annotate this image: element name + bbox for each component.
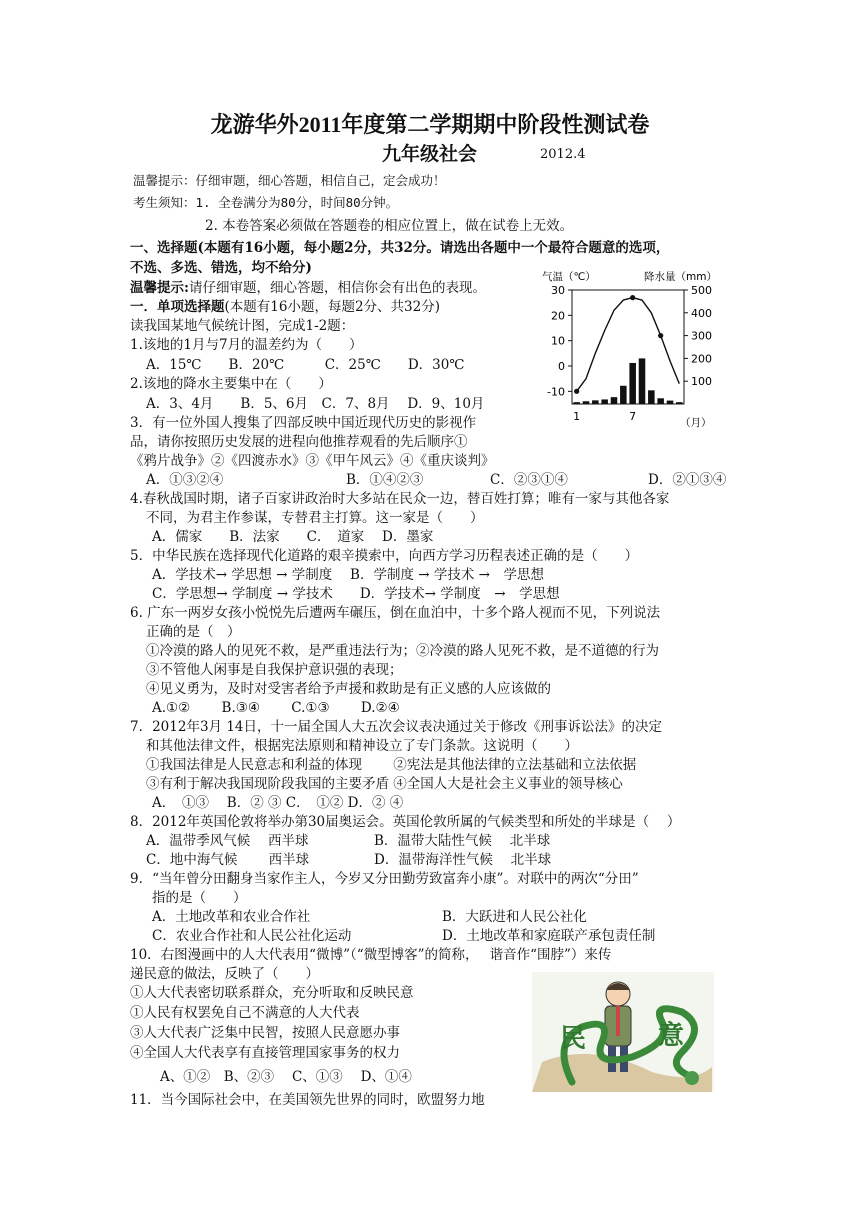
q3-stem: 3．有一位外国人搜集了四部反映中国近现代历史的影视作 [130, 415, 477, 431]
q3-option-a: A．①③②④ [146, 472, 224, 488]
tip-label: 温馨提示: [130, 280, 189, 296]
q3-option-c: C．②③①④ [490, 472, 568, 488]
q10-statement: ④全国人大代表享有直接管理国家事务的权力 [130, 1045, 400, 1061]
cartoon-sign-2: 意 [658, 1021, 685, 1051]
exam-subtitle: 九年级社会 [382, 143, 478, 165]
precip-bar [648, 390, 655, 404]
sub-note: (本题有16小题，每题2分、共32分) [224, 299, 440, 315]
cartoon-sign-1: 民 [560, 1024, 587, 1054]
precip-bar [573, 402, 580, 404]
q9-stem: 指的是（ ） [152, 890, 247, 906]
precip-bar [639, 358, 646, 404]
q3-stem: 品，请你按照历史发展的进程向他推荐观看的先后顺序① [130, 434, 468, 450]
exam-title: 龙游华外2011年度第二学期期中阶段性测试卷 [210, 112, 650, 137]
q10-stem: 10．右图漫画中的人大代表用“微博”（“微型博客”的简称， 谐音作“围脖”）来传 [130, 947, 612, 963]
section-heading-cont: 不选、多选、错选，均不给分) [130, 260, 312, 276]
q5-stem: 5．中华民族在选择现代化道路的艰辛摸索中，向西方学习历程表述正确的是（ ） [130, 548, 639, 564]
q11-stem: 11．当今国际社会中，在美国领先世界的同时，欧盟努力地 [130, 1092, 485, 1108]
precip-bar [620, 386, 627, 404]
tip-text: 请仔细审题，细心答题，相信你会有出色的表现。 [188, 280, 486, 296]
q8-option-c: C．地中海气候 西半球 [146, 852, 310, 868]
q3-stem: 《鸦片战争》②《四渡赤水》③《甲午风云》④《重庆谈判》 [130, 453, 495, 469]
q8-stem: 8．2012年英国伦敦将举办第30届奥运会。英国伦敦所属的气候类型和所处的半球是（ ） [130, 814, 681, 830]
q6-statement: ①冷漠的路人的见死不救，是严重违法行为；②冷漠的路人见死不救，是不道德的行为 [146, 643, 659, 659]
chart-left-tick-label: 0 [558, 360, 565, 373]
tip-line: 温馨提示：仔细审题，细心答题，相信自己，定会成功！ [133, 173, 446, 188]
sub-heading-row [130, 298, 440, 316]
precip-bar [592, 400, 599, 404]
precip-bar [676, 402, 683, 404]
temperature-point [574, 389, 579, 394]
q6-options: A.①② B.③④ C.①③ D.②④ [152, 700, 400, 716]
q4-stem: 不同，为君主作参谋，专替君主打算。这一家是（ ） [146, 510, 484, 526]
cartoon-tie [616, 1006, 620, 1036]
precip-bar [667, 401, 674, 404]
q6-statement: ③不管他人闲事是自我保护意识强的表现； [146, 662, 403, 678]
q5-options: A．学技术→ 学思想 → 学制度 B．学制度 → 学技术 → 学思想 [152, 567, 544, 583]
q4-options: A．儒家 B．法家 C． 道家 D．墨家 [152, 529, 434, 545]
q10-statement: ①人大代表密切联系群众，充分听取和反映民意 [130, 985, 414, 1001]
q9-option-a: A．土地改革和农业合作社 [152, 909, 311, 925]
q9-option-c: C．农业合作社和人民公社化运动 [152, 928, 352, 944]
q3-option-b: B．①④②③ [346, 472, 424, 488]
chart-left-tick-label: 10 [551, 334, 565, 348]
precip-bar [583, 401, 590, 404]
climate-chart [540, 268, 720, 436]
chart-right-tick-label: 300 [691, 329, 712, 343]
q7-statement: ③有利于解决我国现阶段我国的主要矛盾 ④全国人大是社会主义事业的领导核心 [146, 776, 623, 792]
chart-x-unit: （月） [680, 417, 712, 429]
temperature-point [658, 333, 663, 338]
chart-right-tick-label: 500 [691, 284, 712, 297]
precip-bar [657, 398, 664, 404]
q2-stem: 2.该地的降水主要集中在（ ） [130, 376, 332, 392]
chart-left-tick-label: 30 [551, 284, 565, 297]
q3-option-d: D．②①③④ [648, 472, 727, 488]
chart-left-tick-label: 20 [551, 309, 565, 323]
chart-intro: 读我国某地气候统计图，完成1-2题： [130, 318, 355, 334]
q7-statement: ①我国法律是人民意志和利益的体现 ②宪法是其他法律的立法基础和立法依据 [146, 757, 637, 773]
rule-line-2: 2. 本卷答案必须做在答题卷的相应位置上，做在试卷上无效。 [205, 218, 574, 234]
precip-bar [611, 397, 618, 404]
chart-frame [572, 290, 684, 404]
q7-stem: 和其他法律文件，根据宪法原则和精神设立了专门条款。这说明（ ） [146, 738, 578, 754]
q8-option-d: D．温带海洋性气候 北半球 [374, 852, 552, 868]
q10-options: A、①② B、②③ C、①③ D、①④ [160, 1069, 412, 1085]
q8-option-a: A．温带季风气候 西半球 [146, 833, 309, 849]
chart-left-axis-title: 气温（℃） [542, 271, 596, 283]
q2-options: A．3、4月 B．5、6月 C．7、8月 D．9、10月 [146, 396, 485, 412]
q1-options: A．15℃ B．20℃ C．25℃ D．30℃ [146, 357, 465, 373]
q10-stem: 递民意的做法，反映了（ ） [130, 966, 319, 982]
chart-right-axis-title: 降水量（mm） [644, 271, 717, 283]
q6-stem: 6. 广东一两岁女孩小悦悦先后遭两车碾压，倒在血泊中，十多个路人视而不见，下列说法 [130, 605, 661, 621]
temperature-line [577, 298, 680, 392]
section-heading: 一、选择题(本题有16小题，每小题2分，共32分。请选出各题中一个最符合题意的选项， [130, 240, 670, 256]
q1-stem: 1.该地的1月与7月的温差约为（ ） [130, 337, 363, 353]
q9-option-d: D．土地改革和家庭联产承包责任制 [442, 928, 656, 944]
precip-bar [629, 363, 636, 404]
q8-option-b: B．温带大陆性气候 北半球 [374, 833, 551, 849]
chart-right-tick-label: 400 [691, 306, 712, 320]
q6-statement: ④见义勇为，及时对受害者给予声援和救助是有正义感的人应该做的 [146, 681, 551, 697]
q9-option-b: B．大跃进和人民公社化 [442, 909, 587, 925]
q10-statement: ①人民有权罢免自己不满意的人大代表 [130, 1005, 360, 1021]
cartoon-yarn-ball [685, 1071, 699, 1085]
chart-left-tick-label: -10 [547, 385, 565, 399]
q4-stem: 4.春秋战国时期，诸子百家讲政治时大多站在民众一边，替百姓打算；唯有一家与其他各家 [130, 491, 670, 507]
chart-plot-area [547, 284, 712, 423]
sub-heading: 一．单项选择题 [130, 299, 225, 315]
q7-stem: 7．2012年3月 14日，十一届全国人大五次会议表决通过关于修改《刑事诉讼法》的决定 [130, 719, 663, 735]
q5-options: C．学思想→ 学制度 → 学技术 D．学技术→ 学制度 → 学思想 [152, 586, 560, 602]
temperature-point [630, 295, 635, 300]
chart-x-tick-label: 1 [573, 410, 581, 423]
precip-bar [601, 399, 608, 404]
q9-stem: 9．“当年曾分田翻身当家作主人，今岁又分田勤劳致富奔小康”。对联中的两次“分田” [130, 871, 639, 887]
q7-options: A． ①③ B．② ③ C． ①② D．② ④ [152, 795, 404, 811]
chart-x-tick-label: 7 [629, 410, 637, 423]
q6-stem: 正确的是（ ） [146, 624, 241, 640]
cartoon-image [532, 972, 714, 1092]
exam-date: 2012.4 [540, 147, 586, 162]
chart-right-tick-label: 200 [691, 352, 712, 366]
tip-row [130, 279, 486, 297]
rule-line-1: 考生须知：1. 全卷满分为80分，时间80分钟。 [133, 195, 399, 210]
q10-statement: ③人大代表广泛集中民智，按照人民意愿办事 [130, 1025, 400, 1041]
chart-right-tick-label: 100 [691, 375, 712, 389]
